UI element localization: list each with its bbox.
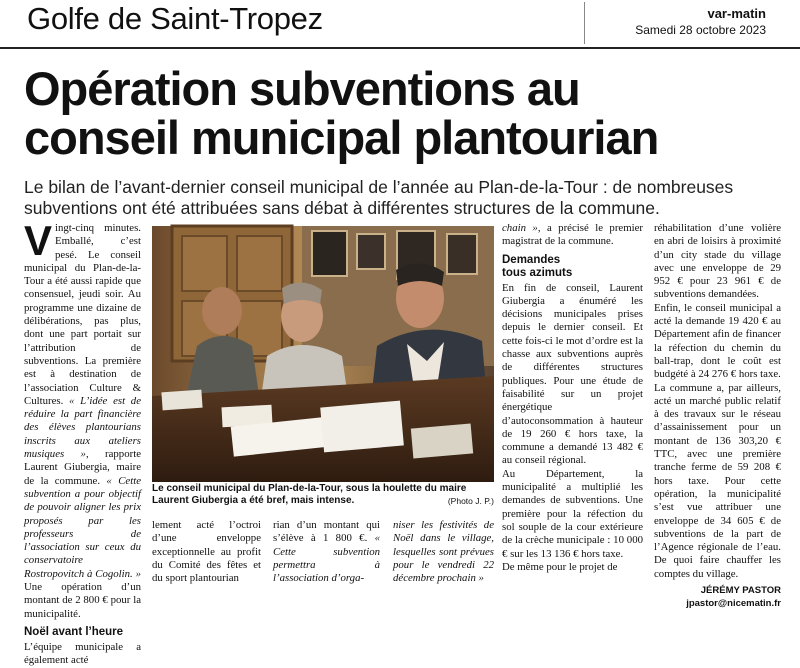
photo-credit: (Photo J. P.) bbox=[447, 496, 494, 506]
author-byline: JÉRÉMY PASTOR bbox=[700, 585, 781, 597]
article-column-3 bbox=[654, 222, 781, 610]
newspaper-brand: var-matin bbox=[707, 6, 766, 21]
subheading bbox=[502, 254, 643, 280]
quote: chain » bbox=[502, 222, 538, 234]
paragraph-text: ingt-cinq minutes. Emballé, c’est pesé. Le conseil municipal du Plan-de-la-Tour a été aussi rapide que consensuel, jeudi soir. Au programme une dizaine de délibérations, pas plus, dont une part portait sur l’attribution de subventions. La première est à destination de l’association Culture & Cultures. bbox=[24, 222, 141, 407]
article-column-1 bbox=[24, 217, 141, 667]
issue-date: Samedi 28 octobre 2023 bbox=[635, 23, 766, 37]
paragraph-text: , a précisé le premier magistrat de la commune. bbox=[502, 222, 643, 248]
quote: « Cette subvention permettra à l’association d’orga- bbox=[273, 532, 380, 585]
article-column-2 bbox=[502, 222, 643, 573]
paragraph bbox=[24, 217, 141, 621]
paragraph: En fin de conseil, Laurent Giubergia a énuméré les décisions municipales prises depuis le dernier conseil. Et cette fois-ci le mot d’ordre est la chasse aux subventions auprès de différentes structures publiques. Pour une étude de faisabilité sur un projet énergétique d’autoconsommation à hauteur de 19 260 € hors taxe, la commune a demandé 13 482 € au conseil régional. bbox=[502, 281, 643, 467]
paragraph: Enfin, le conseil municipal a acté la demande 19 420 € au Département afin de financer la réfection du chemin du ball-trap, dont le coût est budgété à 24 276 € hors taxe. bbox=[654, 301, 781, 381]
author-email: jpastor@nicematin.fr bbox=[686, 598, 781, 610]
photo-caption bbox=[152, 483, 494, 507]
paragraph: De même pour le projet de bbox=[502, 560, 618, 573]
section-title: Golfe de Saint-Tropez bbox=[27, 1, 323, 36]
quote: « L’idée est de réduire la part financière des élèves plantourians inscrits aux ateliers musiques » bbox=[24, 394, 141, 461]
quote: « Cette subvention a pour objectif de pouvoir aligner les prix proposés par les professeurs de l’association sur ceux du conservatoire Rostropovitch à Cogolin. » bbox=[24, 474, 141, 580]
caption-text: Le conseil municipal du Plan-de-la-Tour, sous la houlette du maire Laurent Giubergia a été bref, mais intense. bbox=[152, 483, 467, 506]
subheading-line-1: Demandes bbox=[502, 253, 561, 266]
paragraph-text: Une opération d’un montant de 2 800 € pour la municipalité. bbox=[24, 581, 141, 620]
paragraph: lement acté l’octroi d’une enveloppe exceptionnelle au profit du Comité des fêtes et du sport plantourian bbox=[152, 519, 261, 585]
paragraph bbox=[273, 519, 380, 585]
subheading: Noël avant l’heure bbox=[24, 625, 124, 638]
council-photo bbox=[152, 226, 494, 482]
article-standfirst bbox=[24, 177, 784, 219]
paragraph: Au Département, la municipalité a multiplié les demandes de subventions. Une première pour la réfection du sol souple de la cour extérieure de la crèche municipale : 10 000 € sur les 13 136 € hors taxe. bbox=[502, 467, 643, 560]
paragraph-text: rian d’un montant qui s’élève à 1 800 €. bbox=[273, 519, 380, 545]
header-divider bbox=[584, 2, 585, 44]
paragraph bbox=[502, 222, 643, 249]
headline-line-1: Opération subventions au bbox=[24, 62, 580, 115]
article-headline bbox=[24, 64, 784, 162]
article-column-bottom-3 bbox=[393, 519, 494, 585]
subheading-line-2: tous azimuts bbox=[502, 266, 573, 279]
header-rule bbox=[0, 47, 800, 49]
article-column-bottom-1 bbox=[152, 519, 261, 585]
headline-line-2: conseil municipal plantourian bbox=[24, 111, 659, 164]
standfirst-line-2: subventions ont été attribuées sans débat à différentes structures de la commune. bbox=[24, 198, 660, 218]
paragraph: réhabilitation d’une volière en abri de loisirs à proximité d’un city stade du village avec une enveloppe de 29 952 € pour 23 961 € de subventions demandées. bbox=[654, 222, 781, 301]
quote: niser les festivités de Noël dans le village, lesquelles sont prévues pour le vendredi 22 décembre prochain » bbox=[393, 519, 494, 585]
paragraph: La commune a, par ailleurs, acté un marché public relatif à des travaux sur le réseau d’assainissement pour un montant de 136 303,20 € TTC, avec une première tranche ferme de 59 208 € hors taxe. Pour cette opération, la municipalité s’est vue attribuer une enveloppe de 34 605 € de subventions de la part de l’Agence régionale de l’eau. De quoi faire chauffer les comptes du village. bbox=[654, 381, 781, 580]
paragraph-text: , rapporte Laurent Giubergia, maire de la commune. bbox=[24, 448, 141, 487]
standfirst-line-1: Le bilan de l’avant-dernier conseil municipal de l’année au Plan-de-la-Tour : de nombreuses bbox=[24, 177, 734, 197]
drop-cap: V bbox=[24, 217, 53, 264]
paragraph: L’équipe municipale a également acté bbox=[24, 640, 141, 667]
article-column-bottom-2 bbox=[273, 519, 380, 585]
